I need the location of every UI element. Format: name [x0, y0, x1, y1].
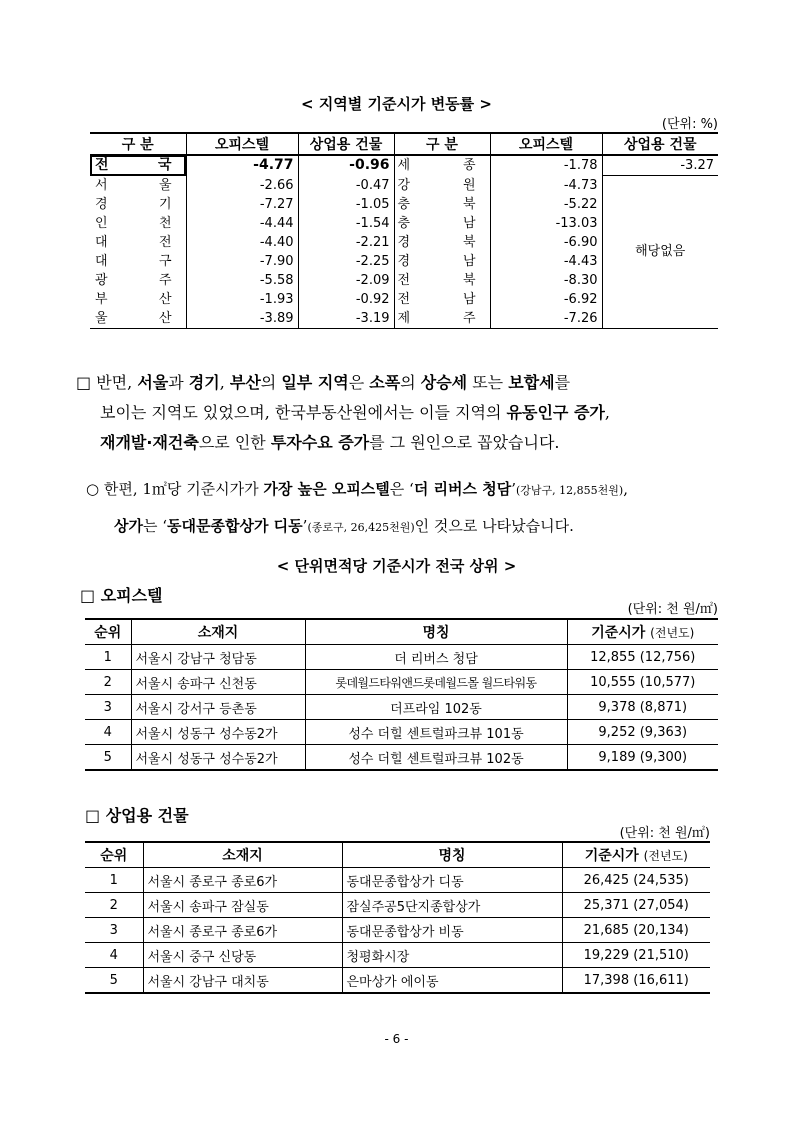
officetel-heading: □ 오피스텔 — [80, 586, 163, 605]
text: 를 — [554, 373, 571, 392]
location-cell: 서울시 종로구 종로6가 — [143, 918, 342, 943]
header-price-label: 기준시가 — [591, 625, 646, 641]
office-value-2: -6.92 — [490, 290, 602, 309]
commercial-heading: □ 상업용 건물 — [85, 806, 189, 825]
price-cell: 12,855 (12,756) — [567, 645, 718, 670]
name-cell: 성수 더힐 센트럴파크뷰 102동 — [305, 745, 567, 771]
rank-cell: 4 — [85, 943, 143, 968]
office-value: -2.66 — [186, 176, 298, 195]
price-cell: 26,425 (24,535) — [562, 868, 710, 893]
region-cell-2: 강 원 — [394, 176, 490, 195]
table-row — [85, 745, 718, 771]
bold-text: 유동인구 증가 — [506, 403, 605, 422]
name-cell: 롯데월드타워앤드롯데월드몰 월드타워동 — [305, 670, 567, 695]
region-cell-2: 제 주 — [394, 309, 490, 329]
location-cell: 서울시 종로구 종로6가 — [143, 868, 342, 893]
region-cell: 대 전 — [90, 233, 186, 252]
table-row — [85, 720, 718, 745]
not-applicable-cell: 해당없음 — [635, 244, 686, 260]
name-cell: 동대문종합상가 디동 — [342, 868, 562, 893]
region-cell-2: 전 남 — [394, 290, 490, 309]
location-cell: 서울시 중구 신당동 — [143, 943, 342, 968]
commercial-value: -0.92 — [298, 290, 394, 309]
ranking-title: < 단위면적당 기준시가 전국 상위 > — [276, 557, 517, 575]
price-cell: 21,685 (20,134) — [562, 918, 710, 943]
commercial-value-2: -3.27 — [602, 155, 718, 176]
region-cell: 광 주 — [90, 271, 186, 290]
bold-text: 투자수요 증가 — [270, 433, 370, 452]
name-cell: 잠실주공5단지종합상가 — [342, 893, 562, 918]
region-cell-2: 전 북 — [394, 271, 490, 290]
commercial-value: -0.47 — [298, 176, 394, 195]
text: 은 ‘ — [389, 480, 414, 498]
text: 반면, — [96, 373, 138, 392]
text: ’ — [511, 480, 516, 498]
price-cell: 10,555 (10,577) — [567, 670, 718, 695]
bold-text: 가장 높은 오피스텔 — [263, 480, 390, 498]
office-value-2: -7.26 — [490, 309, 602, 329]
bold-text: 재개발·재건축 — [100, 433, 199, 452]
header-name: 명칭 — [342, 842, 562, 868]
region-cell: 대 구 — [90, 252, 186, 271]
price-cell: 9,189 (9,300) — [567, 745, 718, 771]
rank-cell: 2 — [85, 893, 143, 918]
region-cell-2: 충 남 — [394, 214, 490, 233]
commercial-value: -3.19 — [298, 309, 394, 329]
name-cell: 은마상가 에이동 — [342, 968, 562, 994]
table-row — [85, 645, 718, 670]
office-value-2: -5.22 — [490, 195, 602, 214]
table-row — [85, 943, 710, 968]
commercial-value: -2.21 — [298, 233, 394, 252]
bold-text: 상가 — [114, 517, 143, 535]
name-cell: 더 리버스 청담 — [305, 645, 567, 670]
table-header-row — [90, 133, 718, 155]
table1-unit: (단위: %) — [661, 117, 718, 132]
table-row — [85, 868, 710, 893]
office-value: -4.44 — [186, 214, 298, 233]
office-value-2: -4.73 — [490, 176, 602, 195]
price-cell: 9,252 (9,363) — [567, 720, 718, 745]
price-cell: 9,378 (8,871) — [567, 695, 718, 720]
text: 으로 인한 — [198, 433, 271, 452]
region-cell-2: 세 종 — [394, 155, 490, 176]
text: 한편, 1㎡당 기준시가가 — [103, 480, 264, 498]
rank-cell: 5 — [85, 968, 143, 994]
office-value: -5.58 — [186, 271, 298, 290]
header-rank: 순위 — [85, 842, 143, 868]
location-cell: 서울시 송파구 신천동 — [131, 670, 305, 695]
office-value: -7.90 — [186, 252, 298, 271]
table-header-row — [85, 619, 718, 645]
header-price-label: 기준시가 — [584, 848, 639, 864]
table-row — [85, 695, 718, 720]
rank-cell: 3 — [85, 918, 143, 943]
region-cell: 경 기 — [90, 195, 186, 214]
location-cell: 서울시 강남구 대치동 — [143, 968, 342, 994]
table-row — [90, 176, 718, 195]
location-cell: 서울시 성동구 성수동2가 — [131, 720, 305, 745]
table-row — [85, 893, 710, 918]
region-cell: 전 국 — [90, 155, 186, 176]
office-value-2: -1.78 — [490, 155, 602, 176]
header-price — [562, 842, 710, 868]
bold-text: 보합세 — [508, 373, 555, 392]
commercial-value: -2.09 — [298, 271, 394, 290]
office-value: -1.93 — [186, 290, 298, 309]
location-cell: 서울시 성동구 성수동2가 — [131, 745, 305, 771]
rank-cell: 3 — [85, 695, 131, 720]
bold-text: 상승세 — [420, 373, 468, 392]
office-value: -4.77 — [186, 155, 298, 176]
header-region-2: 구 분 — [394, 133, 490, 155]
table-row — [85, 968, 710, 994]
text: 를 그 원인으로 꼽았습니다. — [369, 433, 560, 452]
office-value-2: -8.30 — [490, 271, 602, 290]
bold-text: 동대문종합상가 디동 — [167, 517, 303, 535]
header-commercial: 상업용 건물 — [298, 133, 394, 155]
national-row — [90, 155, 718, 176]
text: 인 것으로 나타났습니다. — [414, 517, 574, 535]
region-cell: 인 천 — [90, 214, 186, 233]
text: , — [623, 480, 628, 498]
location-cell: 서울시 강서구 등촌동 — [131, 695, 305, 720]
name-cell: 청평화시장 — [342, 943, 562, 968]
commercial-value: -0.96 — [298, 155, 394, 176]
text: 또는 — [467, 373, 509, 392]
header-region: 구 분 — [90, 133, 186, 155]
name-cell: 더프라임 102동 — [305, 695, 567, 720]
location-cell: 서울시 강남구 청담동 — [131, 645, 305, 670]
summary-paragraph — [76, 368, 726, 458]
square-bullet-icon: □ — [76, 373, 92, 392]
header-office-2: 오피스텔 — [490, 133, 602, 155]
bold-text: 부산 — [229, 373, 261, 392]
text: , — [604, 403, 610, 422]
officetel-unit: (단위: 천 원/㎡) — [627, 602, 718, 617]
officetel-ranking-table — [85, 618, 718, 771]
header-office: 오피스텔 — [186, 133, 298, 155]
region-cell: 울 산 — [90, 309, 186, 329]
commercial-value: -2.25 — [298, 252, 394, 271]
text: 은 — [348, 373, 370, 392]
text: 보이는 지역도 있었으며, 한국부동산원에서는 이들 지역의 — [100, 403, 507, 422]
header-price — [567, 619, 718, 645]
highlight-paragraph — [86, 474, 726, 543]
table1-title: < 지역별 기준시가 변동률 > — [301, 95, 492, 113]
text: 는 ‘ — [142, 517, 168, 535]
bold-text: 일부 지역 — [281, 373, 349, 392]
office-value: -4.40 — [186, 233, 298, 252]
rank-cell: 1 — [85, 868, 143, 893]
bold-text: 더 리버스 청담 — [413, 480, 512, 498]
header-location: 소재지 — [131, 619, 305, 645]
text: 의 — [400, 373, 421, 392]
text: 과 — [168, 373, 189, 392]
header-location: 소재지 — [143, 842, 342, 868]
name-cell: 동대문종합상가 비동 — [342, 918, 562, 943]
region-cell-2: 충 북 — [394, 195, 490, 214]
bold-text: 경기 — [188, 373, 220, 392]
office-value-2: -4.43 — [490, 252, 602, 271]
header-rank: 순위 — [85, 619, 131, 645]
header-price-sub: (전년도) — [650, 626, 695, 640]
region-cell: 부 산 — [90, 290, 186, 309]
name-cell: 성수 더힐 센트럴파크뷰 101동 — [305, 720, 567, 745]
office-value: -3.89 — [186, 309, 298, 329]
text: ’ — [302, 517, 308, 535]
header-name: 명칭 — [305, 619, 567, 645]
location-cell: 서울시 송파구 잠실동 — [143, 893, 342, 918]
header-commercial-2: 상업용 건물 — [602, 133, 718, 155]
table-row — [85, 670, 718, 695]
region-cell-2: 경 남 — [394, 252, 490, 271]
price-cell: 19,229 (21,510) — [562, 943, 710, 968]
small-text: (강남구, 12,855천원) — [516, 484, 624, 497]
text: 의 — [260, 373, 282, 392]
region-change-table — [90, 132, 718, 329]
region-cell: 서 울 — [90, 176, 186, 195]
page-number: - 6 - — [384, 1032, 409, 1046]
bold-text: 소폭 — [369, 373, 401, 392]
table-row — [85, 918, 710, 943]
small-text: (종로구, 26,425천원) — [307, 521, 415, 534]
commercial-value: -1.54 — [298, 214, 394, 233]
bold-text: 서울 — [137, 373, 169, 392]
rank-cell: 2 — [85, 670, 131, 695]
office-value-2: -6.90 — [490, 233, 602, 252]
commercial-value: -1.05 — [298, 195, 394, 214]
office-value: -7.27 — [186, 195, 298, 214]
price-cell: 25,371 (27,054) — [562, 893, 710, 918]
price-cell: 17,398 (16,611) — [562, 968, 710, 994]
text: , — [219, 373, 230, 392]
rank-cell: 1 — [85, 645, 131, 670]
region-cell-2: 경 북 — [394, 233, 490, 252]
commercial-unit: (단위: 천 원/㎡) — [619, 826, 710, 841]
circle-bullet-icon: ○ — [86, 480, 100, 498]
rank-cell: 5 — [85, 745, 131, 771]
office-value-2: -13.03 — [490, 214, 602, 233]
commercial-ranking-table — [85, 841, 710, 994]
rank-cell: 4 — [85, 720, 131, 745]
table-header-row — [85, 842, 710, 868]
header-price-sub: (전년도) — [643, 849, 688, 863]
